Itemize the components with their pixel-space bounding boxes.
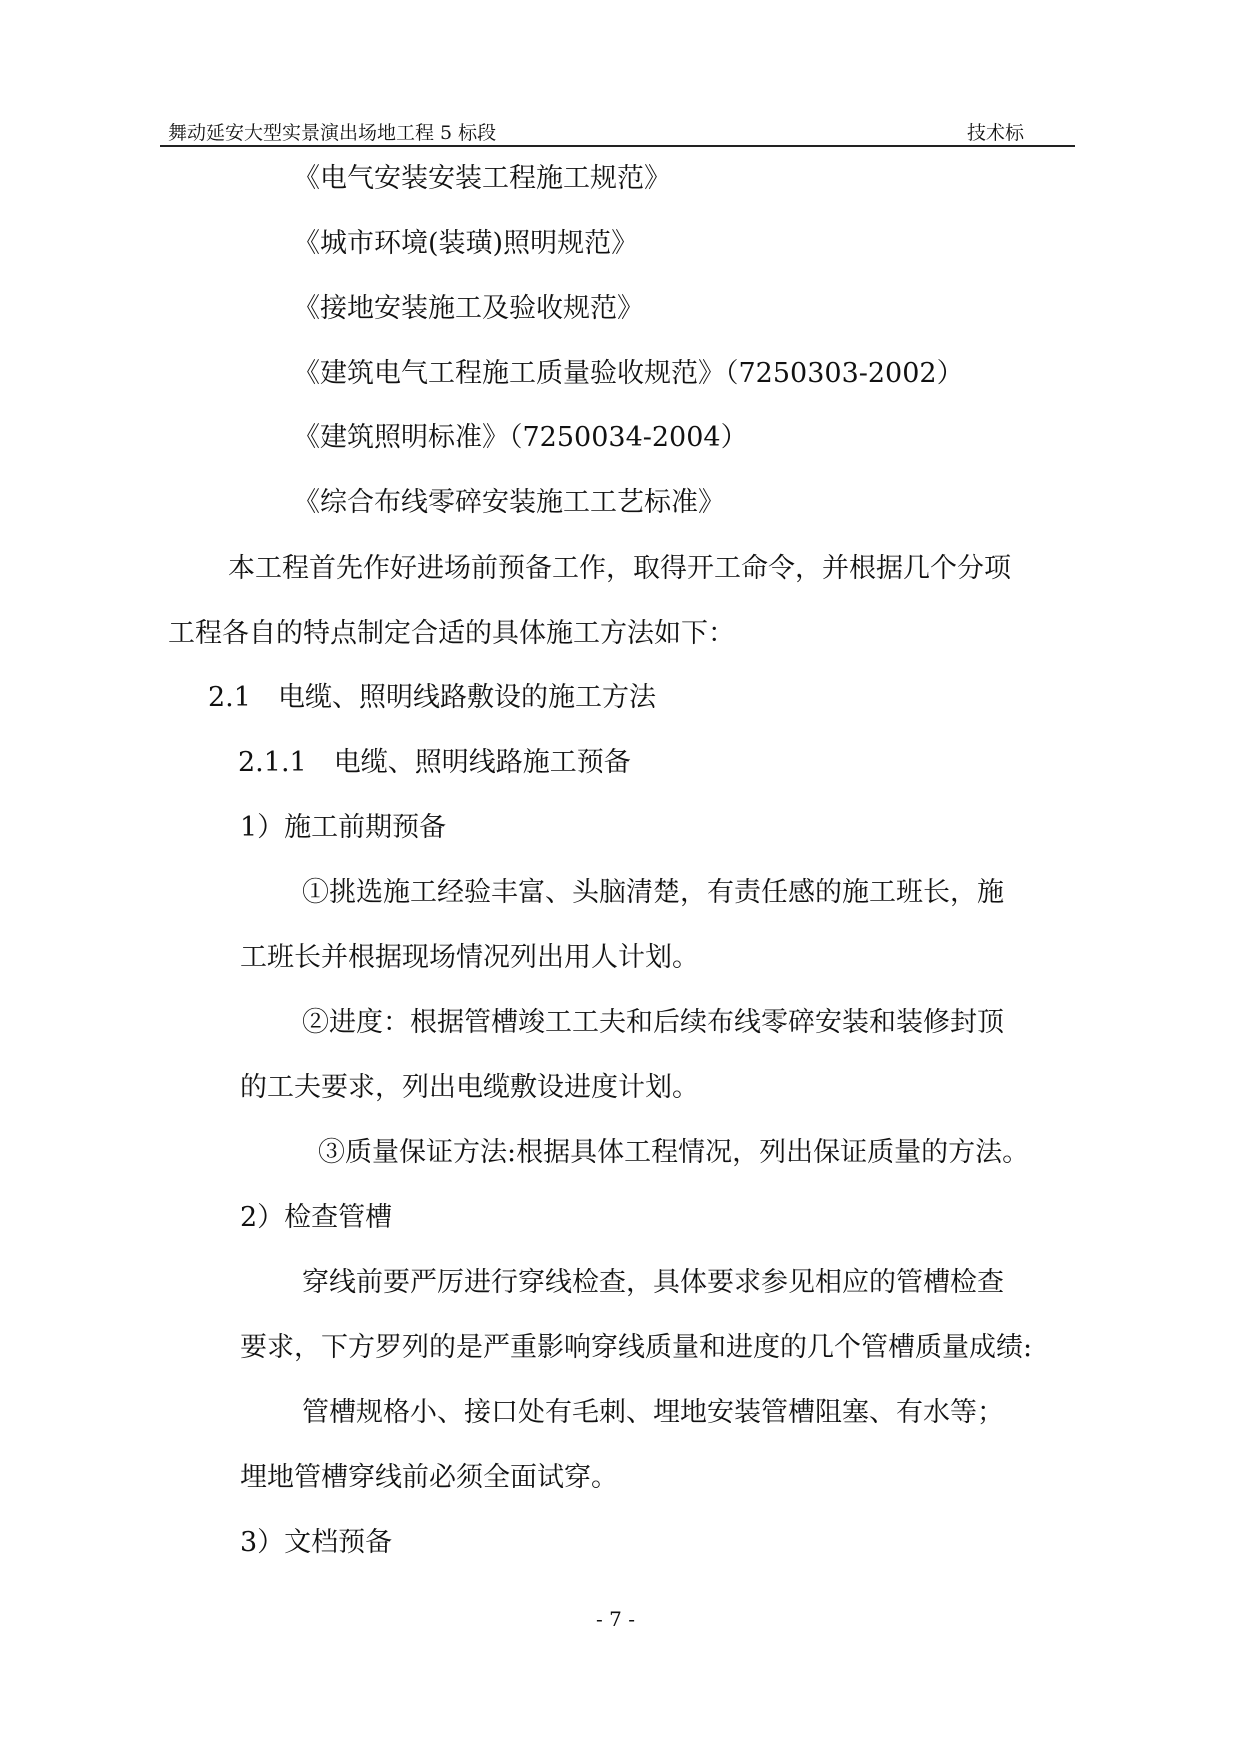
reference-standard: 《建筑电气工程施工质量验收规范》（7250303-2002） xyxy=(293,358,964,389)
item-heading: 2）检查管槽 xyxy=(240,1202,393,1233)
intro-paragraph-line: 本工程首先作好进场前预备工作，取得开工命令，并根据几个分项 xyxy=(228,553,1011,584)
intro-paragraph-line: 工程各自的特点制定合适的具体施工方法如下： xyxy=(168,618,735,649)
page-number: - 7 - xyxy=(596,1607,635,1631)
item-heading: 3）文档预备 xyxy=(240,1527,393,1558)
reference-standard: 《电气安装安装工程施工规范》 xyxy=(293,163,671,194)
paragraph-line: ③质量保证方法:根据具体工程情况，列出保证质量的方法。 xyxy=(318,1137,1030,1168)
reference-standard: 《建筑照明标准》（7250034-2004） xyxy=(293,422,748,453)
header-title: 舞动延安大型实景演出场地工程 5 标段 xyxy=(168,122,497,144)
item-heading: 1）施工前期预备 xyxy=(240,812,447,843)
header-rule xyxy=(160,145,1075,147)
reference-standard: 《城市环境(装璜)照明规范》 xyxy=(293,228,639,259)
section-heading-2-1-1: 2.1.1 电缆、照明线路施工预备 xyxy=(238,747,631,778)
section-heading-2-1: 2.1 电缆、照明线路敷设的施工方法 xyxy=(208,682,656,713)
reference-standard: 《综合布线零碎安装施工工艺标准》 xyxy=(293,487,725,518)
paragraph-line: 要求，下方罗列的是严重影响穿线质量和进度的几个管槽质量成绩: xyxy=(240,1332,1033,1363)
paragraph-line: 穿线前要严厉进行穿线检查，具体要求参见相应的管槽检查 xyxy=(302,1267,1004,1298)
reference-standard: 《接地安装施工及验收规范》 xyxy=(293,293,644,324)
paragraph-line: 的工夫要求，列出电缆敷设进度计划。 xyxy=(240,1072,699,1103)
paragraph-line: 管槽规格小、接口处有毛刺、埋地安装管槽阻塞、有水等； xyxy=(302,1397,1004,1428)
paragraph-line: ①挑选施工经验丰富、头脑清楚，有责任感的施工班长，施 xyxy=(302,877,1004,908)
paragraph-line: 埋地管槽穿线前必须全面试穿。 xyxy=(240,1462,618,1493)
paragraph-line: 工班长并根据现场情况列出用人计划。 xyxy=(240,942,699,973)
header-tag: 技术标 xyxy=(967,122,1025,144)
paragraph-line: ②进度：根据管槽竣工工夫和后续布线零碎安装和装修封顶 xyxy=(302,1007,1004,1038)
